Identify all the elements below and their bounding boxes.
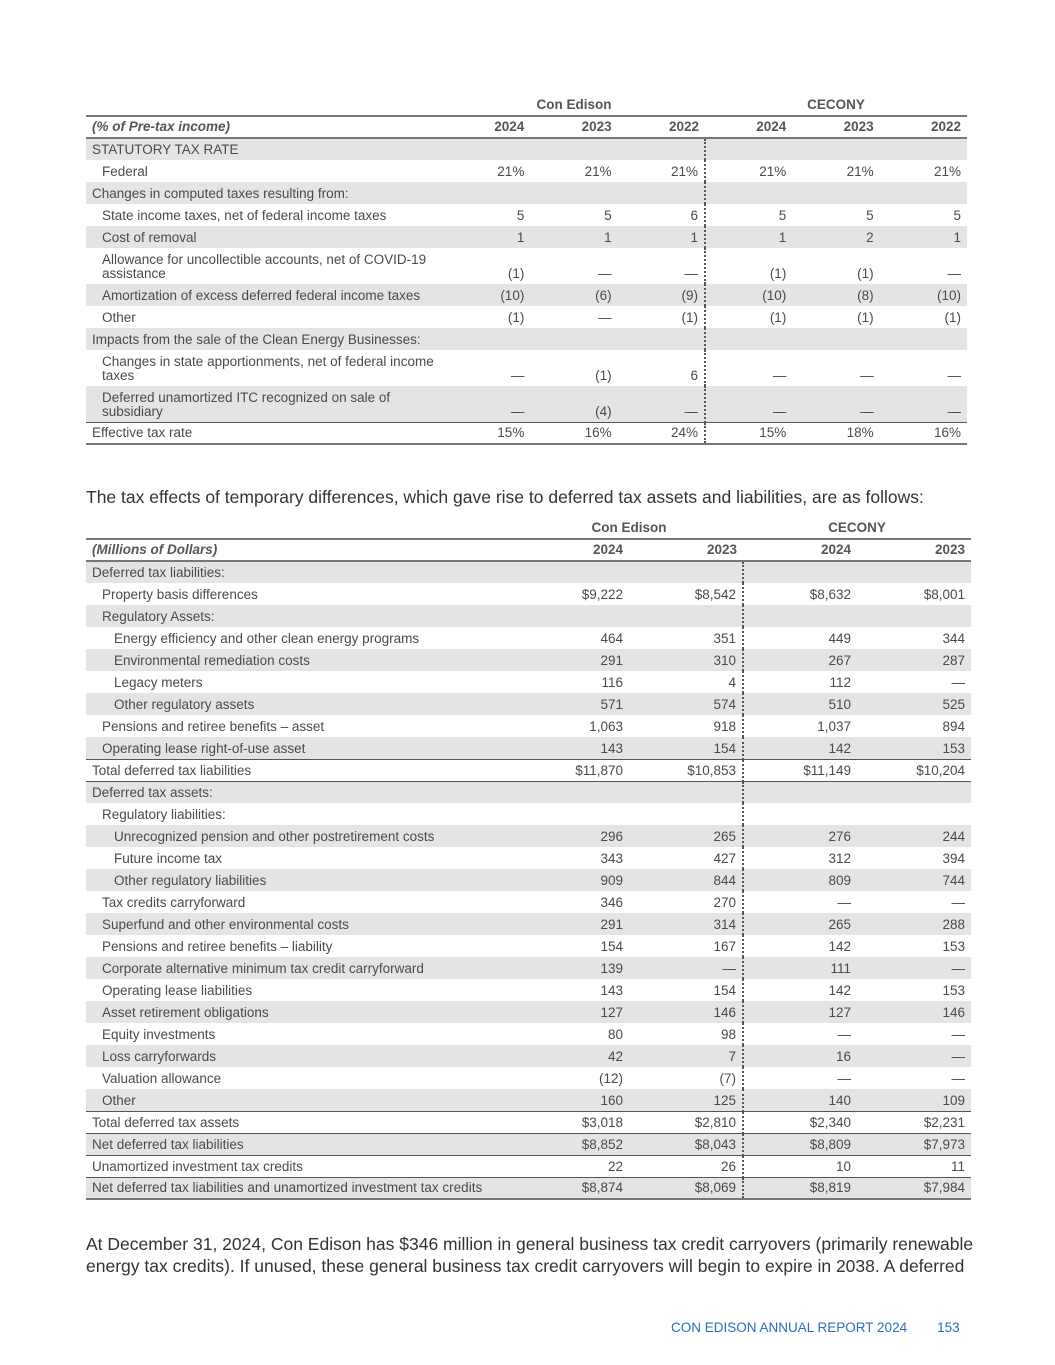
row-value: — bbox=[618, 248, 705, 284]
row-value: (10) bbox=[443, 284, 530, 306]
row-label: Unrecognized pension and other postretirement costs bbox=[86, 825, 515, 847]
row-value bbox=[705, 328, 792, 350]
row-value bbox=[618, 328, 705, 350]
row-value: 5 bbox=[778, 208, 787, 223]
row-value: $11,870 bbox=[515, 759, 629, 781]
row-value: 343 bbox=[600, 851, 623, 866]
table-row bbox=[86, 386, 967, 422]
row-value bbox=[515, 561, 629, 583]
row-label: State income taxes, net of federal income taxes bbox=[102, 208, 387, 223]
row-value: 18% bbox=[792, 422, 879, 444]
row-value: $8,632 bbox=[809, 587, 851, 602]
row-value: 1,037 bbox=[817, 719, 851, 734]
row-value: (1) bbox=[944, 310, 961, 325]
table-row bbox=[86, 847, 971, 869]
row-label: Superfund and other environmental costs bbox=[86, 913, 515, 935]
row-value bbox=[530, 182, 617, 204]
column-header-year: 2022 bbox=[618, 116, 705, 138]
row-value: $2,231 bbox=[857, 1111, 971, 1133]
row-label: Future income tax bbox=[114, 851, 223, 866]
row-value bbox=[629, 781, 743, 803]
row-value: 265 bbox=[743, 913, 857, 935]
row-value: $8,069 bbox=[629, 1177, 743, 1199]
row-value: 7 bbox=[629, 1045, 743, 1067]
row-label: Effective tax rate bbox=[86, 422, 443, 444]
row-value: 116 bbox=[601, 675, 623, 690]
row-value bbox=[705, 182, 792, 204]
row-label: Changes in state apportionments, net of federal income taxes bbox=[102, 354, 434, 383]
row-value: (10) bbox=[880, 284, 967, 306]
group-header-con-edison: Con Edison bbox=[591, 520, 667, 535]
row-value bbox=[743, 605, 857, 627]
row-value: $2,340 bbox=[743, 1111, 857, 1133]
row-value: 6 bbox=[618, 350, 705, 386]
row-value: (1) bbox=[857, 310, 874, 325]
table-row bbox=[86, 627, 971, 649]
row-value: 142 bbox=[828, 983, 851, 998]
row-value: 427 bbox=[629, 847, 743, 869]
row-value: — bbox=[951, 675, 965, 690]
row-value bbox=[792, 328, 879, 350]
row-label: Total deferred tax assets bbox=[86, 1111, 515, 1133]
row-value bbox=[629, 561, 743, 583]
table-row bbox=[86, 957, 971, 979]
row-value: 344 bbox=[942, 631, 965, 646]
row-value bbox=[743, 561, 857, 583]
table-row bbox=[86, 561, 971, 583]
row-value: 21% bbox=[584, 164, 612, 179]
row-value: 310 bbox=[629, 649, 743, 671]
row-label: Loss carryforwards bbox=[86, 1045, 515, 1067]
row-value: $10,204 bbox=[857, 759, 971, 781]
row-value: (6) bbox=[530, 284, 617, 306]
row-value bbox=[443, 138, 530, 160]
row-value: 5 bbox=[516, 208, 525, 223]
column-header-year: 2023 bbox=[530, 116, 617, 138]
row-value: (1) bbox=[769, 266, 787, 281]
row-value bbox=[618, 182, 705, 204]
row-value: 146 bbox=[857, 1001, 971, 1023]
row-value bbox=[629, 605, 743, 627]
row-value: 809 bbox=[743, 869, 857, 891]
row-label: Deferred unamortized ITC recognized on sale of subsidiary bbox=[86, 386, 443, 422]
column-header-year: 2024 bbox=[515, 539, 629, 561]
row-value bbox=[743, 803, 857, 825]
row-value: 525 bbox=[857, 693, 971, 715]
row-value: 154 bbox=[629, 979, 743, 1001]
group-header-con-edison: Con Edison bbox=[536, 97, 612, 112]
table-row bbox=[86, 1133, 971, 1155]
table-row bbox=[86, 284, 967, 306]
row-value: 1 bbox=[705, 226, 792, 248]
row-label: Pensions and retiree benefits – asset bbox=[102, 719, 325, 734]
table-row bbox=[86, 583, 971, 605]
row-value: 464 bbox=[600, 631, 623, 646]
row-value: $8,819 bbox=[743, 1177, 857, 1199]
row-value: (9) bbox=[618, 284, 705, 306]
table-row bbox=[86, 979, 971, 1001]
row-value: 111 bbox=[743, 957, 857, 979]
row-value: (1) bbox=[857, 266, 874, 281]
row-label: Other bbox=[86, 1089, 515, 1111]
row-value: 153 bbox=[857, 737, 971, 759]
row-value: 744 bbox=[857, 869, 971, 891]
table-row bbox=[86, 1089, 971, 1111]
row-value: 4 bbox=[629, 671, 743, 693]
row-value: 24% bbox=[618, 422, 705, 444]
table-row bbox=[86, 869, 971, 891]
row-value bbox=[705, 138, 792, 160]
row-label: Unamortized investment tax credits bbox=[86, 1155, 515, 1177]
table-row bbox=[86, 1155, 971, 1177]
row-label: Deferred tax assets: bbox=[86, 781, 515, 803]
column-header-label: (Millions of Dollars) bbox=[86, 539, 515, 561]
table-row bbox=[86, 1023, 971, 1045]
row-label: Impacts from the sale of the Clean Energy Businesses: bbox=[86, 328, 443, 350]
row-value: (1) bbox=[507, 266, 525, 281]
row-value: 125 bbox=[629, 1089, 743, 1111]
row-value: 288 bbox=[857, 913, 971, 935]
row-value: — bbox=[705, 386, 792, 422]
row-label: Allowance for uncollectible accounts, net of COVID-19 assistance bbox=[102, 252, 427, 281]
row-value: 16% bbox=[530, 422, 617, 444]
row-value: 10 bbox=[743, 1155, 857, 1177]
row-label: Legacy meters bbox=[114, 675, 203, 690]
row-value: — bbox=[947, 368, 961, 383]
row-value: — bbox=[598, 266, 612, 281]
table-row bbox=[86, 781, 971, 803]
table-row bbox=[86, 803, 971, 825]
table-row bbox=[86, 759, 971, 781]
row-value bbox=[530, 138, 617, 160]
row-value bbox=[857, 781, 971, 803]
row-value: $9,222 bbox=[581, 587, 623, 602]
table-row bbox=[86, 1177, 971, 1199]
table-row bbox=[86, 825, 971, 847]
row-value: 5 bbox=[953, 208, 961, 223]
row-label: Other regulatory liabilities bbox=[86, 869, 515, 891]
row-value: (1) bbox=[769, 310, 787, 325]
row-value bbox=[792, 138, 879, 160]
row-value: 265 bbox=[629, 825, 743, 847]
row-value: 139 bbox=[515, 957, 629, 979]
row-value: — bbox=[947, 266, 961, 281]
row-value: 1 bbox=[618, 226, 705, 248]
row-value bbox=[880, 138, 967, 160]
row-label: Deferred tax liabilities: bbox=[86, 561, 515, 583]
row-value: $7,984 bbox=[857, 1177, 971, 1199]
row-value: $8,874 bbox=[515, 1177, 629, 1199]
row-value bbox=[443, 182, 530, 204]
row-value: — bbox=[792, 386, 879, 422]
table-row bbox=[86, 891, 971, 913]
column-header-year: 2024 bbox=[705, 116, 792, 138]
row-label: Environmental remediation costs bbox=[86, 649, 515, 671]
table-row bbox=[86, 913, 971, 935]
row-value: — bbox=[951, 1027, 965, 1042]
table-row bbox=[86, 226, 967, 248]
column-header-label: (% of Pre-tax income) bbox=[86, 116, 443, 138]
row-value: 394 bbox=[942, 851, 965, 866]
table-row bbox=[86, 693, 971, 715]
row-value bbox=[443, 328, 530, 350]
row-value: (8) bbox=[792, 284, 879, 306]
row-value: 1 bbox=[443, 226, 530, 248]
row-value bbox=[515, 605, 629, 627]
row-label: Other bbox=[102, 310, 136, 325]
row-value: 80 bbox=[607, 1027, 623, 1042]
row-value: $11,149 bbox=[743, 759, 857, 781]
row-value: 21% bbox=[618, 160, 705, 182]
row-value: (12) bbox=[598, 1071, 623, 1086]
row-value bbox=[857, 605, 971, 627]
row-value: 1 bbox=[530, 226, 617, 248]
row-label: Property basis differences bbox=[102, 587, 258, 602]
row-label: Operating lease right-of-use asset bbox=[86, 737, 515, 759]
row-value bbox=[880, 328, 967, 350]
table-row bbox=[86, 422, 967, 444]
column-header-year: 2022 bbox=[880, 116, 967, 138]
row-value: 346 bbox=[600, 895, 623, 910]
row-value: 167 bbox=[629, 935, 743, 957]
row-value: 21% bbox=[933, 164, 961, 179]
row-value: 160 bbox=[515, 1089, 629, 1111]
row-value bbox=[618, 138, 705, 160]
row-value: 142 bbox=[743, 737, 857, 759]
table-row bbox=[86, 138, 967, 160]
table-row bbox=[86, 1111, 971, 1133]
row-value: (10) bbox=[705, 284, 792, 306]
row-value: (1) bbox=[595, 368, 612, 383]
table-row bbox=[86, 182, 967, 204]
row-value: 16 bbox=[743, 1045, 857, 1067]
column-header-year: 2023 bbox=[629, 539, 743, 561]
row-value: (1) bbox=[507, 310, 525, 325]
row-value bbox=[629, 803, 743, 825]
row-value: 98 bbox=[629, 1023, 743, 1045]
deferred-tax-table bbox=[86, 517, 971, 1200]
column-header-year: 2024 bbox=[443, 116, 530, 138]
row-value: 909 bbox=[515, 869, 629, 891]
row-label: Net deferred tax liabilities and unamortized investment tax credits bbox=[86, 1177, 515, 1199]
row-value: — bbox=[837, 1027, 851, 1042]
row-value: 276 bbox=[743, 825, 857, 847]
row-value bbox=[515, 781, 629, 803]
table-row bbox=[86, 1001, 971, 1023]
table-row bbox=[86, 1045, 971, 1067]
row-value: 5 bbox=[866, 208, 874, 223]
row-value: 11 bbox=[857, 1155, 971, 1177]
row-value: 42 bbox=[515, 1045, 629, 1067]
row-label: Asset retirement obligations bbox=[86, 1001, 515, 1023]
row-value: 112 bbox=[829, 675, 851, 690]
row-value bbox=[792, 182, 879, 204]
row-label: Amortization of excess deferred federal income taxes bbox=[86, 284, 443, 306]
row-value: $2,810 bbox=[629, 1111, 743, 1133]
row-value: 894 bbox=[942, 719, 965, 734]
row-value: — bbox=[857, 957, 971, 979]
row-label: Regulatory Assets: bbox=[86, 605, 515, 627]
row-value: 154 bbox=[629, 737, 743, 759]
row-label: Federal bbox=[102, 164, 148, 179]
row-value bbox=[857, 561, 971, 583]
row-value: (1) bbox=[618, 306, 705, 328]
column-header-year: 2023 bbox=[857, 539, 971, 561]
row-label: Pensions and retiree benefits – liability bbox=[102, 939, 333, 954]
row-value: — bbox=[598, 310, 612, 325]
row-value: — bbox=[951, 895, 965, 910]
row-value bbox=[857, 803, 971, 825]
row-value: 287 bbox=[857, 649, 971, 671]
row-value: — bbox=[629, 957, 743, 979]
row-value: 109 bbox=[857, 1089, 971, 1111]
column-header-year: 2024 bbox=[743, 539, 857, 561]
row-value: 312 bbox=[828, 851, 851, 866]
row-value: $10,853 bbox=[629, 759, 743, 781]
row-value: 291 bbox=[515, 649, 629, 671]
table-row bbox=[86, 715, 971, 737]
row-value: 21% bbox=[497, 164, 525, 179]
row-value: 140 bbox=[743, 1089, 857, 1111]
row-value: 296 bbox=[515, 825, 629, 847]
row-label: Total deferred tax liabilities bbox=[86, 759, 515, 781]
table-row bbox=[86, 671, 971, 693]
row-value: 146 bbox=[629, 1001, 743, 1023]
row-label: Equity investments bbox=[102, 1027, 216, 1042]
row-value: — bbox=[443, 386, 530, 422]
row-value: 1 bbox=[880, 226, 967, 248]
row-value: 154 bbox=[600, 939, 623, 954]
row-value: $8,852 bbox=[515, 1133, 629, 1155]
row-label: Corporate alternative minimum tax credit carryforward bbox=[86, 957, 515, 979]
row-value bbox=[530, 328, 617, 350]
row-value: 244 bbox=[857, 825, 971, 847]
table-row bbox=[86, 328, 967, 350]
row-value bbox=[880, 182, 967, 204]
row-value: 510 bbox=[743, 693, 857, 715]
row-value: 449 bbox=[828, 631, 851, 646]
group-header-cecony: CECONY bbox=[807, 97, 865, 112]
table-row bbox=[86, 306, 967, 328]
row-value: — bbox=[837, 895, 851, 910]
row-value: 153 bbox=[942, 983, 965, 998]
row-value: 21% bbox=[759, 164, 787, 179]
row-value: — bbox=[837, 1071, 851, 1086]
row-value: 1,063 bbox=[589, 719, 623, 734]
row-value: (7) bbox=[629, 1067, 743, 1089]
row-value: 143 bbox=[600, 983, 623, 998]
row-value: 127 bbox=[743, 1001, 857, 1023]
group-header-cecony: CECONY bbox=[828, 520, 886, 535]
table-row bbox=[86, 1067, 971, 1089]
table-row bbox=[86, 935, 971, 957]
table-row bbox=[86, 350, 967, 386]
row-value: $8,809 bbox=[743, 1133, 857, 1155]
row-value bbox=[515, 803, 629, 825]
paragraph-carryovers: At December 31, 2024, Con Edison has $346 million in general business tax credit carryovers (primarily renewable energy tax credits). If unused, these general business tax credit carryovers will begin to expire in 2038. A deferred bbox=[86, 1234, 974, 1276]
column-header-year: 2023 bbox=[792, 116, 879, 138]
row-value: 351 bbox=[629, 627, 743, 649]
table-row bbox=[86, 160, 967, 182]
row-label: Net deferred tax liabilities bbox=[86, 1133, 515, 1155]
table-row bbox=[86, 737, 971, 759]
row-label: Regulatory liabilities: bbox=[102, 807, 226, 822]
table-row bbox=[86, 248, 967, 284]
row-value: — bbox=[510, 368, 525, 383]
row-label: Operating lease liabilities bbox=[102, 983, 253, 998]
row-value: — bbox=[772, 368, 787, 383]
row-value: 15% bbox=[443, 422, 530, 444]
row-value: $8,001 bbox=[923, 587, 965, 602]
table-row bbox=[86, 605, 971, 627]
row-value: 2 bbox=[792, 226, 879, 248]
row-value: 270 bbox=[629, 891, 743, 913]
row-value: 314 bbox=[629, 913, 743, 935]
row-value: 5 bbox=[604, 208, 612, 223]
report-title: CON EDISON ANNUAL REPORT 2024 bbox=[671, 1320, 908, 1335]
row-label: STATUTORY TAX RATE bbox=[86, 138, 443, 160]
row-label: Cost of removal bbox=[86, 226, 443, 248]
row-value: (4) bbox=[530, 386, 617, 422]
row-value: — bbox=[951, 1071, 965, 1086]
page-footer bbox=[671, 1320, 990, 1335]
paragraph-intro: The tax effects of temporary differences, which gave rise to deferred tax assets and liabilities, are as follows: bbox=[86, 487, 924, 507]
row-value: 153 bbox=[942, 939, 965, 954]
row-value: 16% bbox=[880, 422, 967, 444]
row-value: — bbox=[860, 368, 874, 383]
row-value: — bbox=[857, 1045, 971, 1067]
row-label: Other regulatory assets bbox=[86, 693, 515, 715]
row-value: 21% bbox=[846, 164, 874, 179]
row-value: $8,542 bbox=[629, 583, 743, 605]
row-value: $8,043 bbox=[629, 1133, 743, 1155]
row-value: 267 bbox=[743, 649, 857, 671]
row-label: Tax credits carryforward bbox=[102, 895, 246, 910]
table-row bbox=[86, 649, 971, 671]
page-number: 153 bbox=[937, 1320, 960, 1335]
row-value: 26 bbox=[629, 1155, 743, 1177]
row-label: Energy efficiency and other clean energy programs bbox=[114, 631, 420, 646]
row-value: 6 bbox=[618, 204, 705, 226]
row-value: 142 bbox=[828, 939, 851, 954]
row-value: $3,018 bbox=[515, 1111, 629, 1133]
tax-rate-reconciliation-table bbox=[86, 94, 967, 445]
row-value: 15% bbox=[705, 422, 792, 444]
row-value bbox=[743, 781, 857, 803]
row-label: Valuation allowance bbox=[102, 1071, 222, 1086]
row-label: Changes in computed taxes resulting from: bbox=[86, 182, 443, 204]
row-value: 844 bbox=[629, 869, 743, 891]
table-row bbox=[86, 204, 967, 226]
row-value: — bbox=[880, 386, 967, 422]
row-value: 918 bbox=[629, 715, 743, 737]
row-value: 22 bbox=[515, 1155, 629, 1177]
row-value: $7,973 bbox=[857, 1133, 971, 1155]
row-value: 143 bbox=[515, 737, 629, 759]
row-value: 291 bbox=[515, 913, 629, 935]
row-value: 127 bbox=[515, 1001, 629, 1023]
row-value: 571 bbox=[515, 693, 629, 715]
row-value: — bbox=[618, 386, 705, 422]
row-value: 574 bbox=[629, 693, 743, 715]
